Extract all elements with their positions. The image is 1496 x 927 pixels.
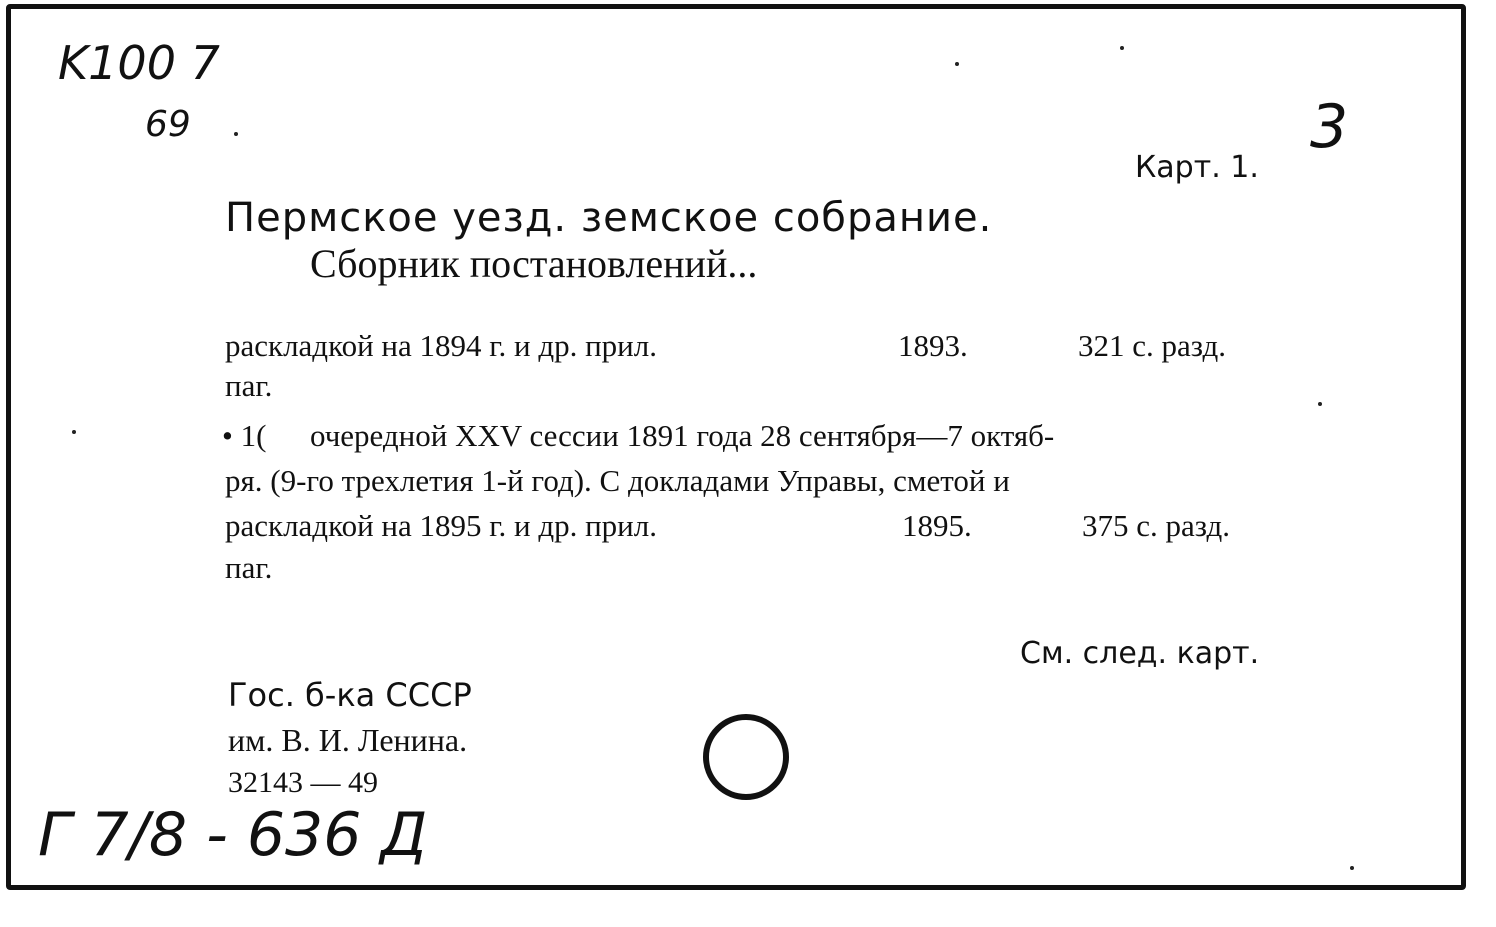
speck [234, 132, 238, 136]
speck [1350, 866, 1354, 870]
library-line-3: 32143 — 49 [228, 766, 378, 799]
punch-hole [703, 714, 789, 800]
title-line-2: Сборник постановлений... [310, 241, 758, 286]
entry-line-1-year: 1893. [898, 328, 968, 363]
library-line-2: им. В. И. Ленина. [228, 722, 468, 758]
entry-mark: • 1( [222, 418, 267, 453]
entry-line-1-text: раскладкой на 1894 г. и др. прил. [225, 328, 657, 363]
speck [955, 62, 959, 66]
inventory-mark: Г 7/8 - 636 Д [38, 800, 428, 870]
corner-mark: 3 [1310, 92, 1349, 162]
speck [1120, 46, 1124, 50]
title-line-1: Пермское уезд. земское собрание. [225, 195, 993, 241]
speck [72, 430, 76, 434]
shelfmark-top: K100 7 [58, 36, 220, 90]
entry-line-4: ря. (9-го трехлетия 1-й год). С докладами Управы, сметой и [225, 463, 1010, 498]
entry-line-5-year: 1895. [902, 508, 972, 543]
entry-line-2: паг. [225, 368, 273, 403]
entry-line-6: паг. [225, 550, 273, 585]
entry-line-5-pages: 375 с. разд. [1082, 508, 1230, 543]
entry-line-1-pages: 321 с. разд. [1078, 328, 1226, 363]
entry-line-3: очередной XXV сессии 1891 года 28 сентября—7 октяб- [310, 418, 1055, 453]
card-number: Карт. 1. [1135, 150, 1259, 185]
entry-line-5-text: раскладкой на 1895 г. и др. прил. [225, 508, 657, 543]
shelfmark-bottom: 69 [145, 104, 191, 145]
library-line-1: Гос. б-ка СССР [228, 676, 472, 714]
speck [1318, 402, 1322, 406]
next-card-note: См. след. карт. [1020, 636, 1260, 671]
